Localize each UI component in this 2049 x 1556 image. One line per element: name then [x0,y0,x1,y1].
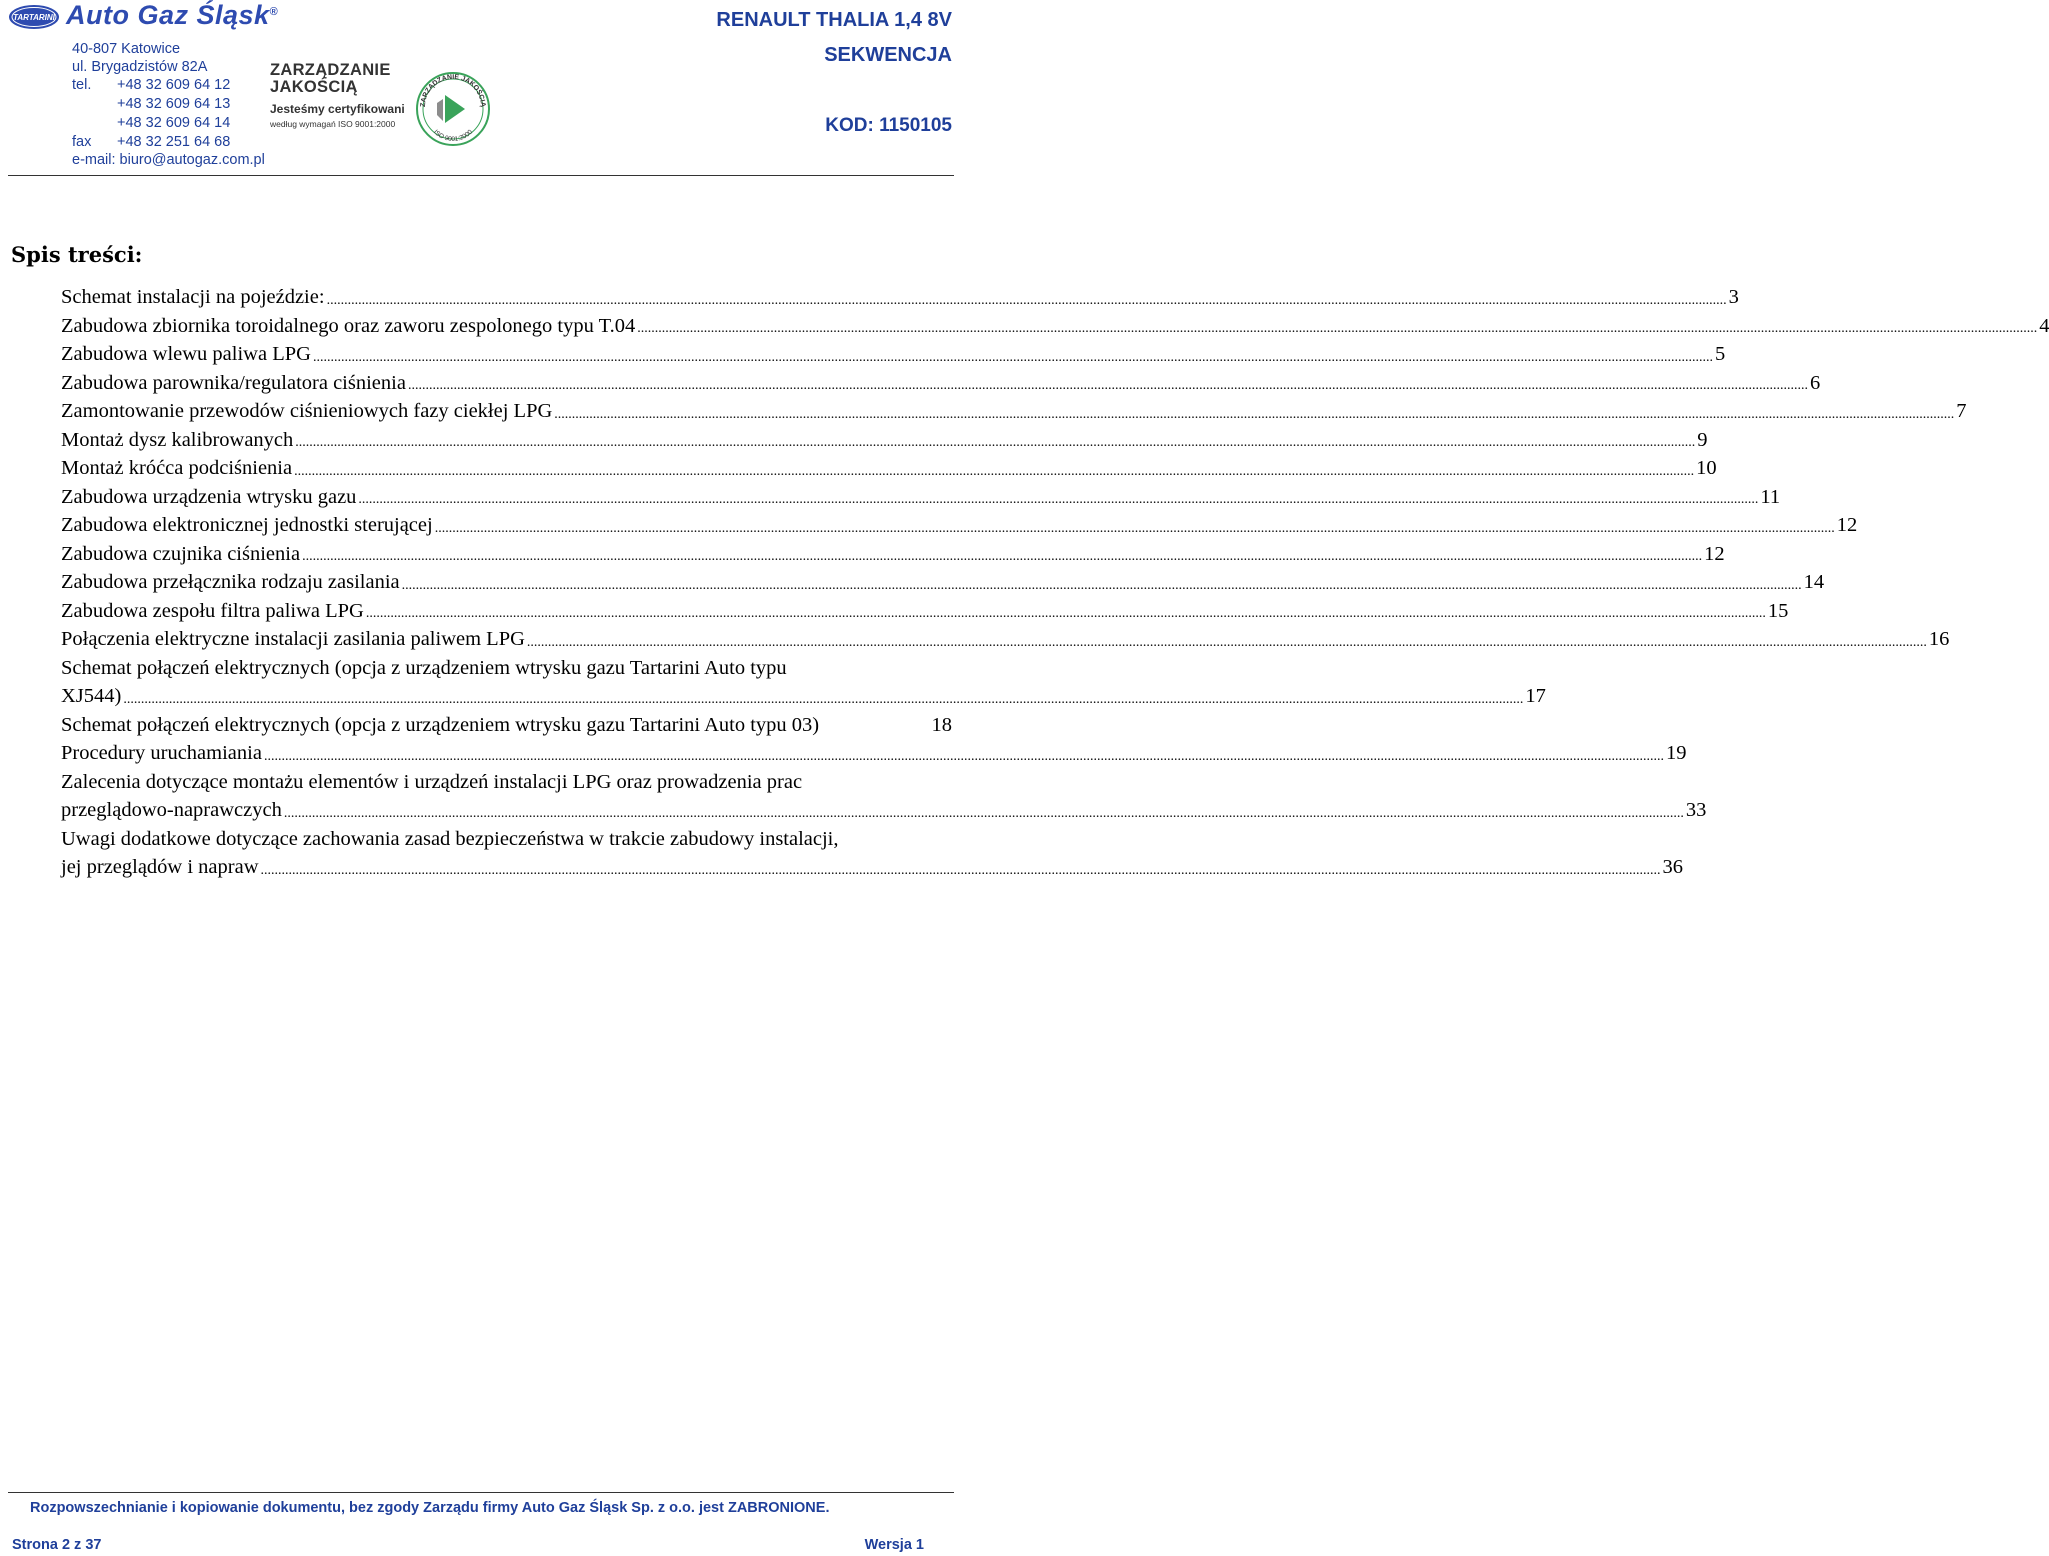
toc-entry-title: Montaż króćca podciśnienia [61,457,293,479]
brand-logo-text: TARTARINI [13,13,55,22]
toc-entry[interactable] [61,340,1726,369]
toc-entry-page: 12 [1704,542,1725,565]
toc-dot-leader: ................................................................................................................................................................................................................................................................................................................................................................................................................ [365,606,1766,621]
toc-entry-page: 33 [1685,799,1707,821]
toc-entry-title: Schemat instalacji na pojeździe: [61,286,325,308]
toc-entry-title: Zabudowa czujnika ciśnienia [61,542,301,565]
toc-heading: Spis treści: [11,242,143,267]
toc-entry-title: Zamontowanie przewodów ciśnieniowych fazy ciekłej LPG [61,400,553,422]
toc-entry-page: 6 [1809,371,1821,394]
toc-dot-leader: ................................................................................................................................................................................................................................................................................................................................................................................................................ [401,577,1802,593]
toc-entry-title: Zabudowa elektronicznej jednostki sterującej [61,514,433,536]
toc-entry-title: Procedury uruchamiania [61,742,262,764]
toc-entry-title: Schemat połączeń elektrycznych (opcja z urządzeniem wtrysku gazu Tartarini Auto typu [61,656,787,679]
toc-entry-page: 17 [1525,685,1546,707]
toc-dot-leader: ................................................................................................................................................................................................................................................................................................................................................................................................................ [283,805,1684,821]
certification-title [270,62,410,96]
address-city: 40-807 Katowice [72,41,181,57]
toc-dot-leader: ................................................................................................................................................................................................................................................................................................................................................................................................................ [294,463,1695,479]
toc-entry-title: Zabudowa parownika/regulatora ciśnienia [61,371,406,394]
brand-name-text: Auto Gaz Śląsk [66,0,270,30]
toc-entry-page: 18 [931,713,952,736]
iso-seal-icon [413,57,493,157]
toc-entry[interactable] [61,454,1717,483]
toc-entry-title: Montaż dysz kalibrowanych [61,428,294,451]
toc-dot-leader: ................................................................................................................................................................................................................................................................................................................................................................................................................ [260,862,1661,878]
toc-entry-title: Zabudowa zbiornika toroidalnego oraz zaworu zespolonego typu T.04 [61,314,636,337]
brand-logo [8,4,60,30]
certification-title-line2: JAKOŚCIĄ [270,78,358,96]
toc-dot-leader: ................................................................................................................................................................................................................................................................................................................................................................................................................ [295,435,1696,450]
toc-entry[interactable] [61,511,1858,540]
phone-1: +48 32 609 64 12 [117,77,231,93]
toc-entry-title: jej przeglądów i napraw [61,856,259,878]
toc-entry-page: 9 [1697,428,1708,451]
toc-entry-page: 4 [2039,314,2049,337]
toc-dot-leader: ................................................................................................................................................................................................................................................................................................................................................................................................................ [312,349,1713,365]
toc-dot-leader: ................................................................................................................................................................................................................................................................................................................................................................................................................ [526,634,1927,650]
toc-entry[interactable] [61,853,1684,882]
brand-name [66,0,278,31]
toc-entry[interactable] [61,768,952,797]
toc-entry[interactable] [61,825,952,854]
toc-entry-title: Zabudowa przełącznika rodzaju zasilania [61,571,400,593]
toc-entry[interactable] [61,568,1825,597]
toc-entry[interactable] [61,283,1739,312]
toc-entry[interactable] [61,796,1707,825]
page-number: Strona 2 z 37 [12,1537,102,1553]
toc-entry-title: przeglądowo-naprawczych [61,799,282,821]
toc-dot-leader: ................................................................................................................................................................................................................................................................................................................................................................................................................ [637,321,2038,336]
toc-dot-leader: ................................................................................................................................................................................................................................................................................................................................................................................................................ [123,691,1524,707]
toc-entry-page: 7 [1956,400,1967,422]
toc-entry-page: 19 [1665,742,1687,764]
registered-mark: ® [269,6,279,18]
sequence-label: SEKWENCJA [824,44,952,66]
toc-dot-leader: ................................................................................................................................................................................................................................................................................................................................................................................................................ [326,292,1727,308]
address-street: ul. Brygadzistów 82A [72,59,208,75]
product-code: KOD: 1150105 [825,115,952,136]
document-version: Wersja 1 [864,1537,924,1553]
toc-entry-title: Połączenia elektryczne instalacji zasilania paliwem LPG [61,628,525,650]
toc-entry-page: 3 [1728,286,1739,308]
table-of-contents [61,283,2049,882]
toc-dot-leader: ................................................................................................................................................................................................................................................................................................................................................................................................................ [302,549,1703,564]
toc-entry-page: 5 [1714,343,1726,365]
toc-entry[interactable] [61,597,1789,626]
certification-block [270,62,410,129]
certification-subtitle: Jesteśmy certyfikowani [270,102,405,116]
toc-entry[interactable] [61,625,1950,654]
toc-entry-title: Schemat połączeń elektrycznych (opcja z urządzeniem wtrysku gazu Tartarini Auto typu 03) [61,713,820,736]
svg-text:ZARZĄDZANIE JAKOŚCIĄ: ZARZĄDZANIE JAKOŚCIĄ [419,73,487,108]
toc-entry[interactable] [61,312,2049,341]
toc-entry-page: 15 [1767,599,1789,622]
footer-divider [8,1492,954,1493]
toc-entry[interactable] [61,540,1725,569]
header-divider [8,175,954,176]
toc-entry-page: 11 [1760,485,1781,508]
fax-number: +48 32 251 64 68 [117,134,231,150]
toc-entry[interactable] [61,483,1781,512]
toc-entry-page: 14 [1803,571,1825,593]
toc-entry-title: Zabudowa zespołu filtra paliwa LPG [61,599,364,622]
toc-entry-title: XJ544) [61,685,122,707]
certification-note: według wymagań ISO 9001:2000 [270,119,396,129]
toc-entry-page: 16 [1928,628,1950,650]
toc-dot-leader: ................................................................................................................................................................................................................................................................................................................................................................................................................ [358,492,1759,507]
toc-entry-page: 10 [1696,457,1717,479]
vehicle-title: RENAULT THALIA 1,4 8V [716,9,952,31]
toc-entry-page: 12 [1836,514,1858,536]
toc-entry[interactable] [61,369,1821,398]
toc-entry[interactable] [61,426,1708,455]
certification-title-line1: ZARZĄDZANIE [270,61,391,79]
fax-label: fax [72,134,92,150]
tel-label: tel. [72,77,92,93]
toc-dot-leader: ................................................................................................................................................................................................................................................................................................................................................................................................................ [263,748,1664,764]
toc-dot-leader: ................................................................................................................................................................................................................................................................................................................................................................................................................ [407,378,1808,393]
svg-text:ISO 9001:2000: ISO 9001:2000 [432,128,474,144]
toc-entry-page: 36 [1662,856,1684,878]
toc-entry[interactable] [61,397,1967,426]
toc-entry-title: Zalecenia dotyczące montażu elementów i urządzeń instalacji LPG oraz prowadzenia prac [61,770,803,793]
toc-entry[interactable] [61,739,1687,768]
toc-entry[interactable] [61,682,1546,711]
toc-dot-leader: ................................................................................................................................................................................................................................................................................................................................................................................................................ [554,406,1955,422]
toc-dot-leader: ................................................................................................................................................................................................................................................................................................................................................................................................................ [434,520,1835,536]
phone-2: +48 32 609 64 13 [117,96,231,112]
toc-entry[interactable] [61,711,952,740]
copyright-notice: Rozpowszechnianie i kopiowanie dokumentu, bez zgody Zarządu firmy Auto Gaz Śląsk Sp. z o.o. jest ZABRONIONE. [30,1500,830,1516]
phone-3: +48 32 609 64 14 [117,115,231,131]
toc-entry-title: Zabudowa urządzenia wtrysku gazu [61,485,357,508]
toc-entry-title: Zabudowa wlewu paliwa LPG [61,343,311,365]
email-address: e-mail: biuro@autogaz.com.pl [72,152,265,168]
toc-entry-title: Uwagi dodatkowe dotyczące zachowania zasad bezpieczeństwa w trakcie zabudowy instalacji, [61,827,839,850]
toc-entry[interactable] [61,654,952,683]
